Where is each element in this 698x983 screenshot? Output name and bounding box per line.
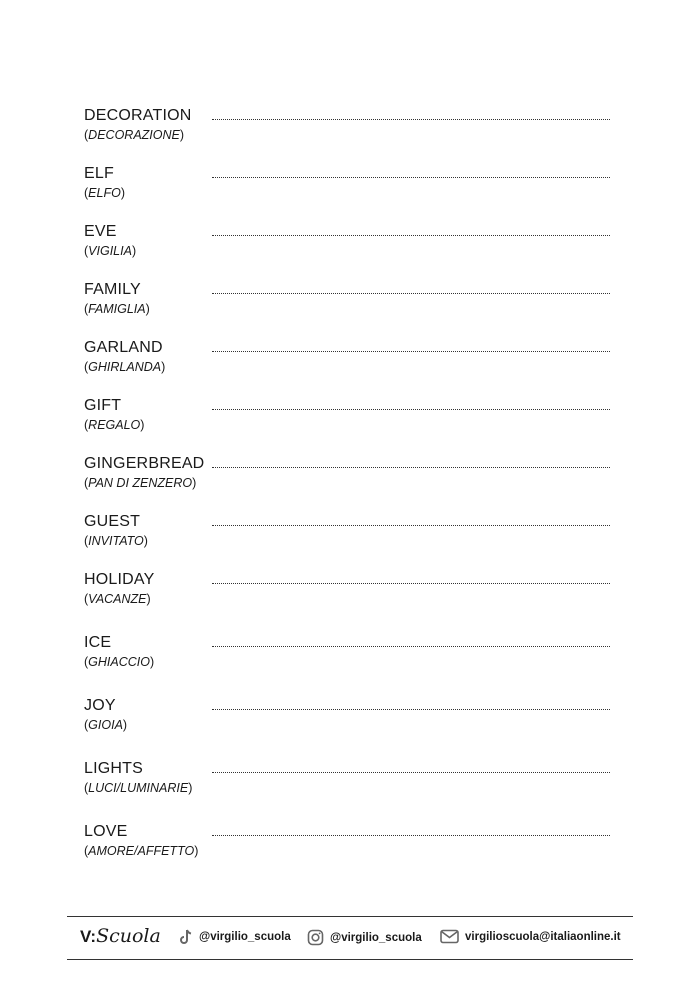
italian-translation: (FAMIGLIA) <box>84 302 150 316</box>
italian-translation: (VIGILIA) <box>84 244 137 258</box>
italian-word: INVITATO <box>88 534 144 548</box>
answer-line[interactable] <box>212 293 610 294</box>
tiktok-link[interactable] <box>179 929 291 945</box>
english-word: GINGERBREAD <box>84 455 205 472</box>
answer-line[interactable] <box>212 235 610 236</box>
english-word: JOY <box>84 697 116 714</box>
envelope-icon <box>440 929 459 944</box>
vocab-entry <box>84 513 614 561</box>
answer-line[interactable] <box>212 525 610 526</box>
email-link[interactable] <box>440 929 621 944</box>
italian-word: DECORAZIONE <box>88 128 180 142</box>
italian-translation: (PAN DI ZENZERO) <box>84 476 197 490</box>
footer <box>67 917 633 960</box>
italian-word: PAN DI ZENZERO <box>88 476 193 490</box>
italian-word: GHIRLANDA <box>88 360 162 374</box>
italian-word: GIOIA <box>88 718 123 732</box>
english-word: FAMILY <box>84 281 141 298</box>
italian-word: VIGILIA <box>88 244 132 258</box>
english-word: DECORATION <box>84 107 192 124</box>
italian-word: AMORE/AFFETTO <box>88 844 195 858</box>
instagram-icon <box>307 929 324 946</box>
vocab-entry <box>84 165 614 213</box>
answer-line[interactable] <box>212 709 610 710</box>
italian-translation: (GHIACCIO) <box>84 655 155 669</box>
english-word: ICE <box>84 634 112 651</box>
vocab-entry <box>84 107 614 155</box>
footer-bottom-rule <box>67 959 633 960</box>
italian-translation: (GHIRLANDA) <box>84 360 166 374</box>
italian-translation: (LUCI/LUMINARIE) <box>84 781 193 795</box>
english-word: HOLIDAY <box>84 571 155 588</box>
english-word: GARLAND <box>84 339 163 356</box>
vocab-entry <box>84 634 614 682</box>
english-word: GUEST <box>84 513 141 530</box>
tiktok-handle: @virgilio_scuola <box>199 931 291 943</box>
answer-line[interactable] <box>212 119 610 120</box>
instagram-link[interactable] <box>307 929 422 946</box>
italian-word: VACANZE <box>88 592 147 606</box>
italian-word: GHIACCIO <box>88 655 150 669</box>
italian-translation: (INVITATO) <box>84 534 148 548</box>
vocab-entry <box>84 455 614 503</box>
english-word: LIGHTS <box>84 760 143 777</box>
italian-translation: (GIOIA) <box>84 718 128 732</box>
answer-line[interactable] <box>212 835 610 836</box>
english-word: LOVE <box>84 823 128 840</box>
vocab-entry <box>84 281 614 329</box>
answer-line[interactable] <box>212 646 610 647</box>
vocab-entry <box>84 223 614 271</box>
vocab-entry <box>84 697 614 745</box>
answer-line[interactable] <box>212 772 610 773</box>
logo-prefix: V: <box>80 927 97 946</box>
english-word: ELF <box>84 165 114 182</box>
virgilio-scuola-logo <box>80 925 161 947</box>
italian-word: LUCI/LUMINARIE <box>88 781 189 795</box>
vocab-entry <box>84 760 614 808</box>
vocab-entry <box>84 339 614 387</box>
italian-translation: (REGALO) <box>84 418 145 432</box>
italian-translation: (DECORAZIONE) <box>84 128 185 142</box>
vocab-entry <box>84 823 614 871</box>
english-word: GIFT <box>84 397 122 414</box>
vocab-entry <box>84 571 614 619</box>
italian-translation: (VACANZE) <box>84 592 151 606</box>
answer-line[interactable] <box>212 583 610 584</box>
italian-word: ELFO <box>88 186 121 200</box>
vocab-entry <box>84 397 614 445</box>
english-word: EVE <box>84 223 117 240</box>
email-address: virgilioscuola@italiaonline.it <box>465 930 621 943</box>
italian-translation: (AMORE/AFFETTO) <box>84 844 199 858</box>
italian-translation: (ELFO) <box>84 186 125 200</box>
italian-word: REGALO <box>88 418 141 432</box>
logo-script: Scuola <box>96 925 161 947</box>
answer-line[interactable] <box>212 409 610 410</box>
tiktok-icon <box>179 929 193 945</box>
italian-word: FAMIGLIA <box>88 302 146 316</box>
answer-line[interactable] <box>212 177 610 178</box>
answer-line[interactable] <box>212 351 610 352</box>
answer-line[interactable] <box>212 467 610 468</box>
instagram-handle: @virgilio_scuola <box>330 931 422 944</box>
